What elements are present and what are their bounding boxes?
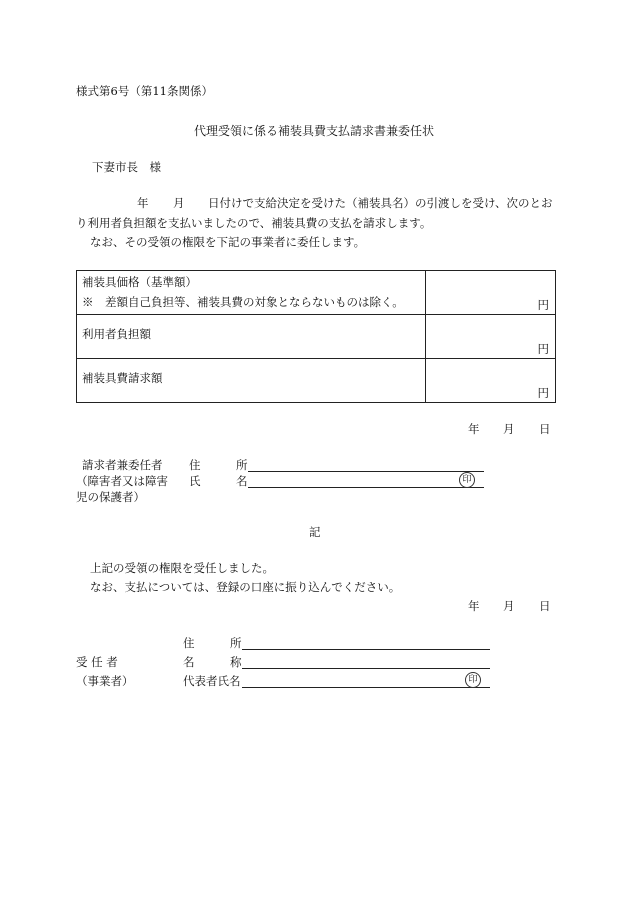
claim-amount-label: 補装具費請求額 <box>82 371 163 385</box>
ki-label: 記 <box>309 525 321 539</box>
date1-day: 日 <box>539 422 551 436</box>
claimant-name-label-2: 名 <box>236 474 248 488</box>
yen-unit: 円 <box>537 341 549 356</box>
price-value-cell[interactable] <box>426 271 556 315</box>
yen-unit: 円 <box>537 385 549 400</box>
date2-month: 月 <box>503 599 515 613</box>
yen-unit: 円 <box>537 297 549 312</box>
agent-address-field[interactable] <box>242 649 490 650</box>
claimant-address-field[interactable] <box>248 471 484 472</box>
burden-value-cell[interactable] <box>426 315 556 359</box>
acceptance-line-1: 上記の受領の権限を受任しました。 <box>90 561 274 575</box>
table-row <box>77 359 556 403</box>
addressee: 下妻市長 様 <box>92 160 161 174</box>
body-line-1: 日付けで支給決定を受けた（補装具名）の引渡しを受け、次のとお <box>208 196 553 210</box>
agent-name-label-1: 名 <box>183 655 195 669</box>
agent-rep-label: 代表者氏名 <box>183 674 241 688</box>
claimant-name-label-1: 氏 <box>189 474 201 488</box>
claim-value-cell[interactable] <box>426 359 556 403</box>
month-label: 月 <box>173 196 185 210</box>
agent-address-label-1: 住 <box>183 636 195 650</box>
date2-day: 日 <box>539 599 551 613</box>
agent-address-label-2: 所 <box>230 636 242 650</box>
agent-name-field[interactable] <box>242 668 490 669</box>
form-number: 様式第6号（第11条関係） <box>76 84 213 98</box>
burden-label: 利用者負担額 <box>82 327 151 341</box>
claimant-address-label-1: 住 <box>189 458 201 472</box>
document-title: 代理受領に係る補装具費支払請求書兼委任状 <box>194 124 435 138</box>
price-label-cell <box>77 271 426 315</box>
burden-label-cell <box>77 315 426 359</box>
table-row <box>77 315 556 359</box>
claimant-role-3: 児の保護者） <box>76 490 145 504</box>
claim-table <box>76 270 556 403</box>
claimant-name-field[interactable] <box>248 487 484 488</box>
acceptance-line-2: なお、支払については、登録の口座に振り込んでください。 <box>90 580 401 594</box>
body-line-2: り利用者負担額を支払いましたので、補装具費の支払を請求します。 <box>76 216 432 230</box>
agent-name-label-2: 称 <box>230 655 242 669</box>
claimant-address-label-2: 所 <box>236 458 248 472</box>
price-label: 補装具価格（基準額） <box>82 275 197 289</box>
date2-year: 年 <box>468 599 480 613</box>
claimant-role-1: 請求者兼委任者 <box>82 458 163 472</box>
agent-role-sub: （事業者） <box>76 674 134 688</box>
claimant-role-2: （障害者又は障害 <box>76 474 168 488</box>
body-line-3: なお、その受領の権限を下記の事業者に委任します。 <box>90 235 366 249</box>
claim-label-cell <box>77 359 426 403</box>
seal-mark-icon: 印 <box>465 672 481 688</box>
seal-mark-icon: 印 <box>459 472 475 488</box>
agent-rep-field[interactable] <box>242 687 490 688</box>
date1-month: 月 <box>503 422 515 436</box>
year-label: 年 <box>137 196 149 210</box>
price-note: ※ 差額自己負担等、補装具費の対象とならないものは除く。 <box>82 295 404 309</box>
agent-role: 受 任 者 <box>76 655 118 669</box>
date1-year: 年 <box>468 422 480 436</box>
table-row <box>77 271 556 315</box>
